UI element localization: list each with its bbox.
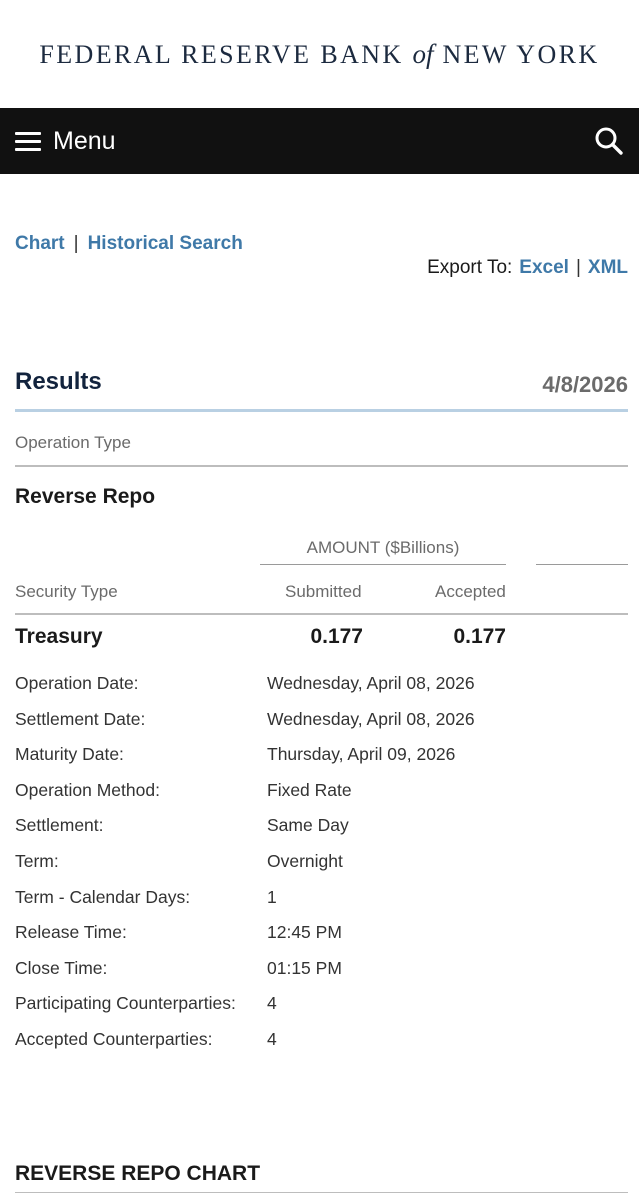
detail-label: Operation Method:: [15, 779, 160, 800]
detail-value: Fixed Rate: [267, 779, 352, 800]
detail-label: Close Time:: [15, 957, 108, 978]
detail-term-calendar-days: [15, 887, 628, 923]
export-options: [427, 257, 628, 279]
amount-header: AMOUNT ($Billions): [260, 538, 506, 565]
detail-value: 4: [267, 993, 277, 1014]
detail-operation-method: [15, 780, 628, 816]
bank-name-prefix: FEDERAL RESERVE BANK: [39, 39, 404, 69]
detail-value: Wednesday, April 08, 2026: [267, 673, 475, 693]
detail-label: Term:: [15, 850, 59, 871]
results-header: [15, 368, 628, 412]
detail-label: Settlement:: [15, 815, 104, 836]
results-date: 4/8/2026: [542, 372, 628, 397]
chart-link[interactable]: Chart: [15, 233, 65, 254]
detail-value: Same Day: [267, 815, 349, 836]
site-logo[interactable]: [39, 39, 599, 70]
hamburger-icon: [15, 132, 41, 151]
operation-type-label: Operation Type: [15, 433, 628, 467]
bank-name-suffix: NEW YORK: [442, 39, 600, 69]
export-label: Export To:: [427, 257, 513, 278]
detail-value: 12:45 PM: [267, 922, 342, 943]
search-button[interactable]: [594, 126, 624, 156]
masthead: [0, 0, 639, 108]
column-headers: [15, 582, 628, 615]
detail-label: Participating Counterparties:: [15, 993, 236, 1014]
menu-button[interactable]: [15, 127, 116, 156]
table-row: [15, 625, 628, 655]
view-links: [15, 233, 243, 255]
operation-type-value: Reverse Repo: [15, 485, 156, 508]
detail-label: Term - Calendar Days:: [15, 886, 191, 907]
operation-details: [15, 673, 628, 1065]
detail-term: [15, 851, 628, 887]
detail-label: Settlement Date:: [15, 708, 146, 729]
submitted-amount: 0.177: [310, 625, 363, 648]
results-title: Results: [15, 368, 102, 395]
detail-participating-counterparties: [15, 993, 628, 1029]
detail-value: 01:15 PM: [267, 957, 342, 978]
security-name: Treasury: [15, 625, 103, 648]
detail-accepted-counterparties: [15, 1029, 628, 1065]
security-type-header: Security Type: [15, 582, 118, 601]
detail-label: Operation Date:: [15, 673, 139, 693]
detail-value: 4: [267, 1028, 277, 1049]
link-separator: |: [73, 233, 79, 254]
detail-value: Wednesday, April 08, 2026: [267, 708, 475, 729]
detail-operation-date: [15, 673, 628, 709]
detail-maturity-date: [15, 744, 628, 780]
detail-value: 1: [267, 886, 277, 907]
accepted-amount: 0.177: [453, 625, 506, 648]
amount-header-divider: [536, 564, 628, 565]
export-excel-link[interactable]: Excel: [519, 257, 569, 278]
accepted-header: Accepted: [435, 582, 506, 601]
detail-settlement-date: [15, 709, 628, 745]
detail-value: Overnight: [267, 850, 343, 871]
bank-name-of: of: [412, 38, 434, 69]
detail-value: Thursday, April 09, 2026: [267, 744, 456, 765]
historical-search-link[interactable]: Historical Search: [87, 233, 243, 254]
detail-close-time: [15, 958, 628, 994]
chart-section-title: REVERSE REPO CHART: [15, 1162, 628, 1193]
detail-release-time: [15, 922, 628, 958]
detail-settlement: [15, 815, 628, 851]
search-icon: [594, 126, 624, 156]
detail-label: Release Time:: [15, 922, 127, 943]
menu-label: Menu: [53, 126, 116, 155]
export-xml-link[interactable]: XML: [587, 257, 628, 278]
submitted-header: Submitted: [285, 582, 362, 601]
detail-label: Accepted Counterparties:: [15, 1028, 213, 1049]
detail-label: Maturity Date:: [15, 744, 124, 765]
export-separator: |: [575, 257, 581, 278]
main-navbar: [0, 108, 639, 174]
